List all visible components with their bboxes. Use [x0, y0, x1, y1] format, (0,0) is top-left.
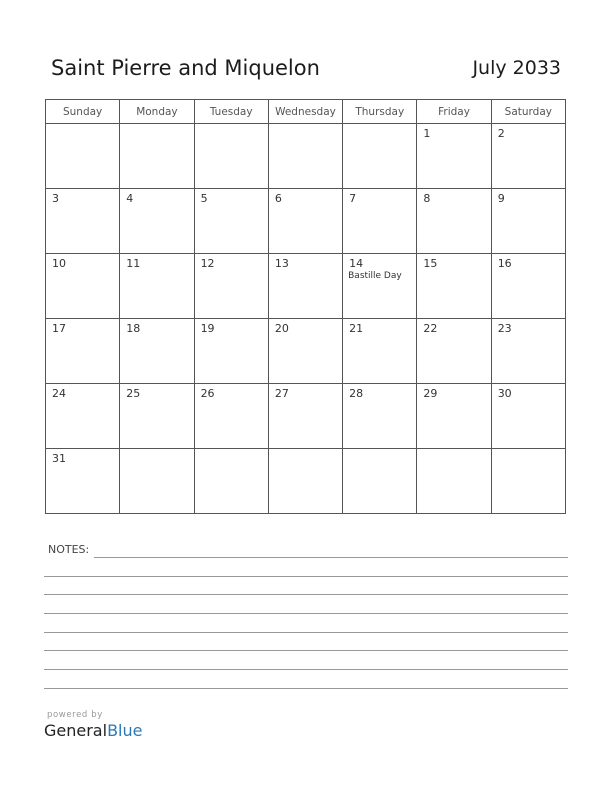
day-cell: [268, 189, 342, 254]
day-cell: [491, 384, 565, 449]
note-line: [44, 576, 568, 577]
weekday-friday: Friday: [417, 100, 491, 124]
weekday-header-row: [46, 100, 566, 124]
notes-label: NOTES:: [48, 543, 90, 556]
day-cell: [120, 384, 194, 449]
calendar-month: July 2033: [472, 57, 561, 79]
day-number: 31: [52, 452, 66, 465]
holiday-label: Bastille Day: [348, 271, 402, 281]
day-cell: [417, 319, 491, 384]
day-number: 19: [200, 322, 215, 335]
day-number: [195, 124, 268, 127]
brand-part-general: General: [44, 721, 108, 740]
day-cell: [120, 319, 194, 384]
day-cell: [194, 124, 268, 189]
day-cell: [46, 189, 120, 254]
day-cell: [194, 449, 268, 514]
day-number: 18: [126, 322, 141, 335]
note-line: [44, 669, 568, 670]
day-cell: [417, 189, 491, 254]
day-cell: [491, 254, 565, 319]
day-number: 16: [497, 257, 512, 270]
note-line: [44, 650, 568, 651]
day-number: 22: [423, 322, 438, 335]
day-cell: [194, 254, 268, 319]
day-number: 21: [349, 322, 364, 335]
day-cell: [491, 189, 565, 254]
week-row: [46, 254, 566, 319]
week-row: [46, 319, 566, 384]
day-cell: [343, 449, 417, 514]
day-number: 26: [200, 387, 215, 400]
weekday-sunday: Sunday: [46, 100, 120, 124]
day-number: 24: [52, 387, 66, 400]
day-cell: [46, 124, 120, 189]
day-number: [195, 449, 268, 452]
day-cell: [343, 384, 417, 449]
weekday-saturday: Saturday: [491, 100, 565, 124]
day-number: [492, 449, 565, 452]
note-line: [44, 594, 568, 595]
weekday-tuesday: Tuesday: [194, 100, 268, 124]
day-cell: [46, 254, 120, 319]
week-row: [46, 449, 566, 514]
day-cell: [46, 384, 120, 449]
day-number: 17: [52, 322, 66, 335]
day-number: [120, 124, 193, 127]
day-number: 15: [423, 257, 438, 270]
day-number: 29: [423, 387, 438, 400]
day-cell: [194, 319, 268, 384]
day-number: [46, 124, 119, 127]
weekday-monday: Monday: [120, 100, 194, 124]
day-cell: [120, 124, 194, 189]
day-cell: [268, 254, 342, 319]
day-number: 28: [349, 387, 364, 400]
day-number: 13: [274, 257, 289, 270]
day-cell: [417, 254, 491, 319]
day-cell: [46, 319, 120, 384]
day-cell: [343, 189, 417, 254]
day-cell: [491, 449, 565, 514]
day-cell: [46, 449, 120, 514]
day-number: 4: [126, 192, 134, 205]
brand-part-blue: Blue: [107, 721, 143, 740]
day-number: 20: [274, 322, 289, 335]
day-cell: [417, 449, 491, 514]
day-number: [343, 449, 416, 452]
week-row: [46, 124, 566, 189]
day-number: 14: [349, 257, 364, 270]
day-cell: [194, 384, 268, 449]
day-number: 30: [497, 387, 512, 400]
day-cell: [491, 319, 565, 384]
day-number: 12: [200, 257, 215, 270]
weekday-thursday: Thursday: [343, 100, 417, 124]
powered-by-text: powered by: [47, 710, 103, 720]
brand-logo[interactable]: [44, 721, 142, 740]
day-cell: [417, 384, 491, 449]
day-number: [120, 449, 193, 452]
day-number: 3: [52, 192, 59, 205]
day-cell: [194, 189, 268, 254]
day-number: 7: [349, 192, 357, 205]
day-number: 6: [274, 192, 282, 205]
day-number: [343, 124, 416, 127]
day-number: [269, 449, 342, 452]
day-cell: [120, 254, 194, 319]
day-cell: [343, 124, 417, 189]
day-cell: [268, 124, 342, 189]
note-line: [94, 557, 568, 558]
day-number: 8: [423, 192, 431, 205]
calendar-title: Saint Pierre and Miquelon: [51, 56, 320, 80]
day-number: 1: [423, 127, 431, 140]
note-line: [44, 632, 568, 633]
day-number: 11: [126, 257, 141, 270]
day-cell: [343, 319, 417, 384]
day-cell: [417, 124, 491, 189]
calendar-grid: [45, 99, 566, 514]
day-number: 9: [497, 192, 505, 205]
day-number: 2: [497, 127, 505, 140]
weekday-wednesday: Wednesday: [268, 100, 342, 124]
day-cell: [120, 189, 194, 254]
day-cell: [268, 319, 342, 384]
day-cell: [343, 254, 417, 319]
day-number: 25: [126, 387, 141, 400]
day-number: [417, 449, 490, 452]
day-number: [269, 124, 342, 127]
day-number: 5: [200, 192, 208, 205]
week-row: [46, 189, 566, 254]
note-line: [44, 613, 568, 614]
day-number: 10: [52, 257, 66, 270]
day-cell: [120, 449, 194, 514]
week-row: [46, 384, 566, 449]
day-cell: [491, 124, 565, 189]
day-number: 23: [497, 322, 512, 335]
day-number: 27: [274, 387, 289, 400]
note-line: [44, 688, 568, 689]
day-cell: [268, 449, 342, 514]
day-cell: [268, 384, 342, 449]
